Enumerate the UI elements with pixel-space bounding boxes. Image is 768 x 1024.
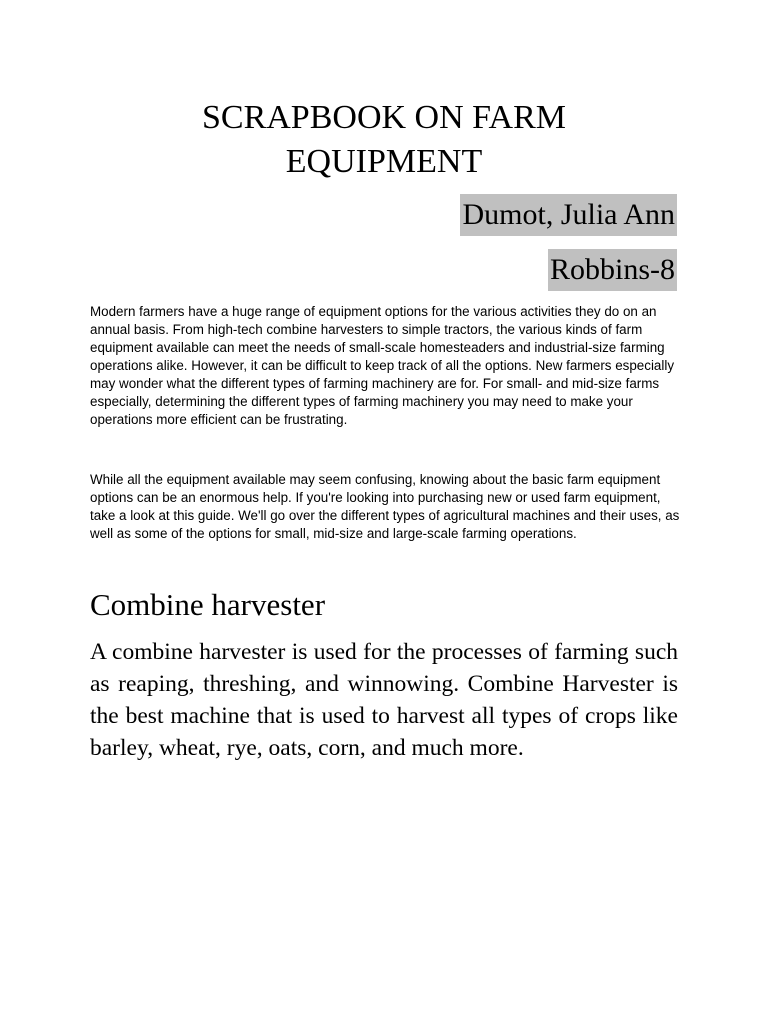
author-name: Dumot, Julia Ann <box>460 194 677 236</box>
title-line-2: EQUIPMENT <box>285 143 483 180</box>
section-heading: Combine harvester <box>90 587 326 622</box>
document-title <box>90 96 678 184</box>
class-section: Robbins-8 <box>548 249 677 291</box>
section-body: A combine harvester is used for the processes of farming such as reaping, threshing, and winnowing. Combine Harvester is the best machine that is used to harvest all types of crops like barley, wheat, rye, oats, corn, and much more. <box>90 639 678 761</box>
intro-paragraph-1: Modern farmers have a huge range of equipment options for the various activities they do on an annual basis. From high-tech combine harvesters to simple tractors, the various kinds of farm equipment available can meet the needs of small-scale homesteaders and industrial-size farming operations alike. However, it can be difficult to keep track of all the options. New farmers especially may wonder what the different types of farming machinery are for. For small- and mid-size farms especially, determining the different types of farming machinery you may need to make your operations more efficient can be frustrating. <box>90 304 675 427</box>
title-line-1: SCRAPBOOK ON FARM <box>201 99 567 136</box>
intro-paragraph-2: While all the equipment available may seem confusing, knowing about the basic farm equipment options can be an enormous help. If you're looking into purchasing new or used farm equipment, take a look at this guide. We'll go over the different types of agricultural machines and their uses, as well as some of the options for small, mid-size and large-scale farming operations. <box>90 472 680 541</box>
